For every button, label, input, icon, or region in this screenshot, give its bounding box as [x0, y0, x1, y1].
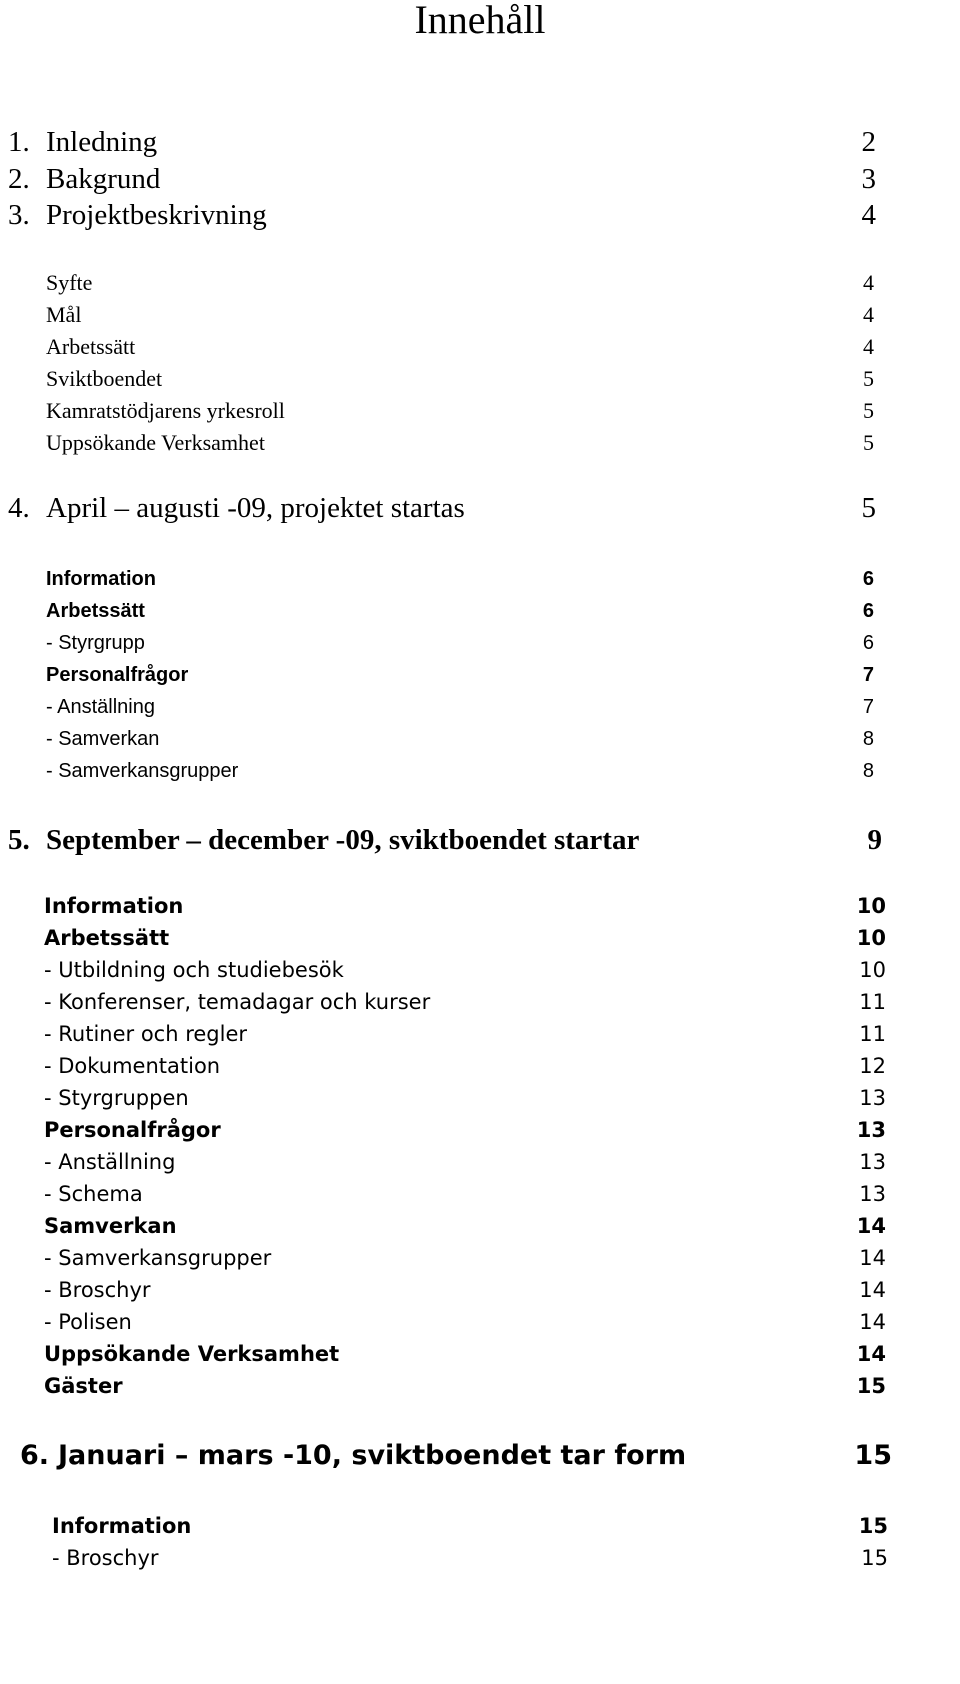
entry-label: - Styrgrupp [46, 632, 145, 654]
toc-chapter-6[interactable] [20, 1440, 892, 1471]
toc-entry[interactable] [46, 632, 874, 655]
toc-entry[interactable] [46, 728, 874, 751]
chapter-number: 3. [8, 199, 30, 231]
page-number: 11 [859, 1022, 886, 1046]
toc-entry[interactable] [46, 696, 874, 719]
page-number: 9 [867, 824, 882, 856]
toc-chapter-4[interactable] [8, 492, 876, 525]
toc-chapter-5[interactable] [8, 824, 882, 857]
chapter-label: Januari – mars -10, sviktboendet tar form [58, 1440, 687, 1471]
page-number: 15 [858, 1514, 888, 1538]
chapter-label: Bakgrund [46, 163, 161, 195]
page-number: 4 [863, 270, 874, 295]
entry-label: - Samverkansgrupper [44, 1246, 272, 1270]
page-number: 5 [861, 492, 876, 524]
page-number: 6 [862, 600, 874, 622]
page-number: 6 [862, 632, 874, 654]
page-number: 13 [859, 1182, 886, 1206]
entry-label: Syfte [46, 270, 93, 295]
entry-label: Information [52, 1514, 192, 1538]
page-number: 5 [863, 398, 874, 423]
page-number: 14 [859, 1246, 886, 1270]
toc-entry[interactable] [44, 1310, 886, 1334]
page-number: 8 [862, 728, 874, 750]
toc-entry[interactable] [46, 398, 874, 424]
page-number: 13 [859, 1086, 886, 1110]
toc-entry[interactable] [46, 664, 874, 687]
entry-label: - Anställning [44, 1150, 176, 1174]
toc-entry[interactable] [52, 1546, 888, 1570]
page-number: 13 [859, 1150, 886, 1174]
chapter-label: Inledning [46, 126, 158, 158]
chapter-number: 4. [8, 492, 30, 524]
chapter-number: 5. [8, 824, 30, 856]
entry-label: Gäster [44, 1374, 123, 1398]
page-number: 2 [861, 126, 876, 158]
entry-label: Samverkan [44, 1214, 177, 1238]
toc-entry[interactable] [46, 568, 874, 591]
page-number: 15 [861, 1546, 888, 1570]
toc-entry[interactable] [46, 600, 874, 623]
entry-label: Arbetssätt [46, 600, 145, 622]
entry-label: - Styrgruppen [44, 1086, 189, 1110]
entry-label: Personalfrågor [46, 664, 189, 686]
page-number: 15 [856, 1374, 886, 1398]
toc-entry[interactable] [44, 894, 886, 918]
page-number: 3 [861, 163, 876, 195]
page-number: 15 [854, 1440, 892, 1471]
toc-chapter-3[interactable] [8, 199, 876, 232]
page-number: 11 [859, 990, 886, 1014]
entry-label: - Samverkan [46, 728, 160, 750]
entry-label: Information [46, 568, 156, 590]
entry-label: - Rutiner och regler [44, 1022, 248, 1046]
toc-entry[interactable] [44, 990, 886, 1014]
toc-chapter-2[interactable] [8, 163, 876, 196]
entry-label: Information [44, 894, 184, 918]
toc-entry[interactable] [46, 302, 874, 328]
toc-entry[interactable] [44, 1214, 886, 1238]
page-number: 5 [863, 366, 874, 391]
entry-label: - Dokumentation [44, 1054, 221, 1078]
toc-entry[interactable] [44, 1278, 886, 1302]
chapter-number: 2. [8, 163, 30, 195]
toc-entry[interactable] [52, 1514, 888, 1538]
page-number: 10 [856, 926, 886, 950]
toc-entry[interactable] [44, 1150, 886, 1174]
page-number: 7 [862, 696, 874, 718]
toc-entry[interactable] [44, 1054, 886, 1078]
toc-chapter-1[interactable] [8, 126, 876, 159]
toc-entry[interactable] [46, 430, 874, 456]
chapter-label: Projektbeskrivning [46, 199, 267, 231]
toc-entry[interactable] [46, 760, 874, 783]
entry-label: Arbetssätt [46, 334, 136, 359]
toc-entry[interactable] [44, 926, 886, 950]
toc-entry[interactable] [46, 334, 874, 360]
entry-label: Mål [46, 302, 82, 327]
entry-label: - Utbildning och studiebesök [44, 958, 344, 982]
chapter-number: 1. [8, 126, 30, 158]
page-number: 12 [859, 1054, 886, 1078]
toc-entry[interactable] [44, 958, 886, 982]
toc-entry[interactable] [44, 1342, 886, 1366]
entry-label: - Broschyr [44, 1278, 151, 1302]
page-number: 14 [856, 1214, 886, 1238]
page-title: Innehåll [414, 0, 546, 42]
entry-label: Sviktboendet [46, 366, 163, 391]
chapter-label: September – december -09, sviktboendet startar [46, 824, 640, 856]
page-number: 5 [863, 430, 874, 455]
toc-entry[interactable] [44, 1022, 886, 1046]
page-number: 14 [859, 1310, 886, 1334]
entry-label: Uppsökande Verksamhet [44, 1342, 340, 1366]
page-number: 4 [861, 199, 876, 231]
entry-label: - Polisen [44, 1310, 132, 1334]
chapter-number: 6. [20, 1440, 50, 1471]
entry-label: Personalfrågor [44, 1118, 221, 1142]
entry-label: - Schema [44, 1182, 143, 1206]
chapter-label: April – augusti -09, projektet startas [46, 492, 465, 524]
entry-label: Arbetssätt [44, 926, 170, 950]
page-number: 4 [863, 302, 874, 327]
toc-entry[interactable] [46, 270, 874, 296]
toc-entry[interactable] [44, 1246, 886, 1270]
page-number: 13 [856, 1118, 886, 1142]
entry-label: - Samverkansgrupper [46, 760, 239, 782]
toc-entry[interactable] [44, 1086, 886, 1110]
toc-entry[interactable] [44, 1118, 886, 1142]
entry-label: - Konferenser, temadagar och kurser [44, 990, 431, 1014]
page-number: 14 [856, 1342, 886, 1366]
page-number: 4 [863, 334, 874, 359]
entry-label: Uppsökande Verksamhet [46, 430, 265, 455]
page-number: 10 [856, 894, 886, 918]
entry-label: Kamratstödjarens yrkesroll [46, 398, 285, 423]
page-number: 10 [859, 958, 886, 982]
toc-entry[interactable] [44, 1182, 886, 1206]
toc-entry[interactable] [46, 366, 874, 392]
page-number: 6 [862, 568, 874, 590]
page-number: 8 [862, 760, 874, 782]
page-number: 7 [862, 664, 874, 686]
entry-label: - Broschyr [52, 1546, 159, 1570]
entry-label: - Anställning [46, 696, 155, 718]
page-number: 14 [859, 1278, 886, 1302]
toc-entry[interactable] [44, 1374, 886, 1398]
